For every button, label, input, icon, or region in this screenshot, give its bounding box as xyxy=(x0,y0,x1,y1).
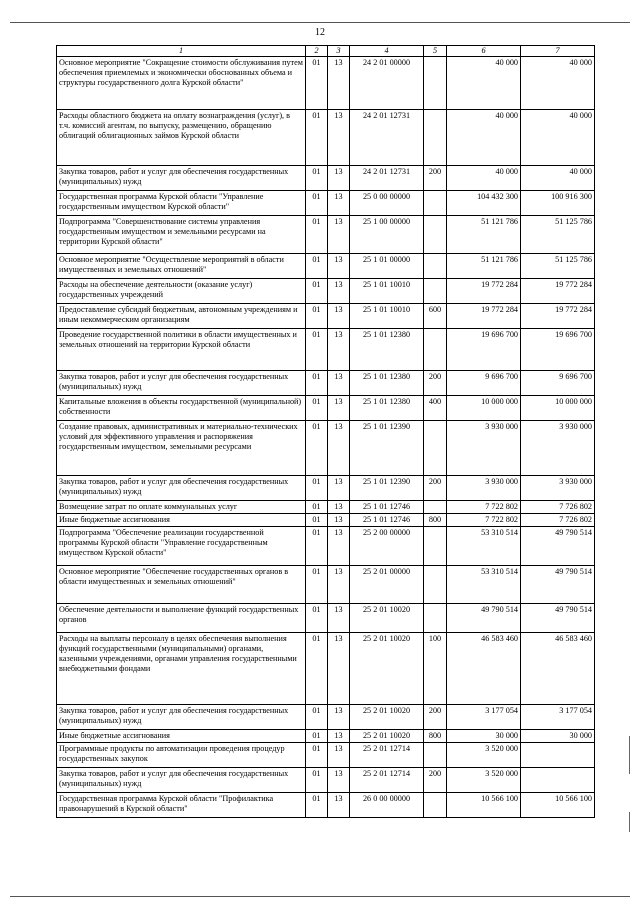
row-section: 01 xyxy=(306,768,328,793)
row-amount-year-1: 40 000 xyxy=(447,166,521,191)
bottom-rule xyxy=(10,896,630,897)
row-amount-year-1: 19 772 284 xyxy=(447,304,521,329)
row-amount-year-1: 7 722 802 xyxy=(447,501,521,514)
row-expense-type: 400 xyxy=(424,396,447,421)
row-amount-year-1: 3 520 000 xyxy=(447,743,521,768)
column-number: 3 xyxy=(328,46,350,57)
row-amount-year-2: 19 772 284 xyxy=(521,279,595,304)
row-target-article: 25 1 01 12390 xyxy=(350,421,424,476)
table-row xyxy=(57,476,595,501)
row-target-article: 25 2 01 12714 xyxy=(350,743,424,768)
row-section: 01 xyxy=(306,730,328,743)
row-name: Программные продукты по автоматизации проведения процедур государственных закупок xyxy=(57,743,306,768)
table-row xyxy=(57,396,595,421)
row-amount-year-1: 9 696 700 xyxy=(447,371,521,396)
row-name: Расходы областного бюджета на оплату вознаграждения (услуг), в т.ч. комиссий агентам, по выпуску, размещению, обращению облигаций облигационных займов Курской области xyxy=(57,110,306,166)
row-expense-type xyxy=(424,279,447,304)
row-amount-year-2: 10 000 000 xyxy=(521,396,595,421)
row-amount-year-2: 3 930 000 xyxy=(521,476,595,501)
row-name: Государственная программа Курской области "Управление государственным имуществом Курской области" xyxy=(57,191,306,216)
row-name: Иные бюджетные ассигнования xyxy=(57,514,306,527)
row-target-article: 25 1 01 12746 xyxy=(350,514,424,527)
row-subsection: 13 xyxy=(328,110,350,166)
row-expense-type xyxy=(424,421,447,476)
row-expense-type xyxy=(424,216,447,254)
row-amount-year-1: 46 583 460 xyxy=(447,633,521,705)
row-amount-year-1: 53 310 514 xyxy=(447,527,521,566)
row-subsection: 13 xyxy=(328,254,350,279)
table-row xyxy=(57,166,595,191)
row-name: Возмещение затрат по оплате коммунальных услуг xyxy=(57,501,306,514)
row-subsection: 13 xyxy=(328,793,350,818)
table-row xyxy=(57,705,595,730)
row-section: 01 xyxy=(306,633,328,705)
table-row xyxy=(57,514,595,527)
row-expense-type xyxy=(424,566,447,604)
table-row xyxy=(57,371,595,396)
table-row xyxy=(57,110,595,166)
row-section: 01 xyxy=(306,166,328,191)
row-section: 01 xyxy=(306,566,328,604)
table-row xyxy=(57,329,595,371)
row-section: 01 xyxy=(306,476,328,501)
row-amount-year-2: 100 916 300 xyxy=(521,191,595,216)
row-amount-year-1: 3 520 000 xyxy=(447,768,521,793)
row-target-article: 25 1 01 12390 xyxy=(350,476,424,501)
row-expense-type xyxy=(424,254,447,279)
row-amount-year-2: 46 583 460 xyxy=(521,633,595,705)
row-amount-year-2: 40 000 xyxy=(521,110,595,166)
column-number: 6 xyxy=(447,46,521,57)
row-amount-year-1: 51 121 786 xyxy=(447,254,521,279)
row-expense-type: 200 xyxy=(424,768,447,793)
row-target-article: 25 1 01 12746 xyxy=(350,501,424,514)
row-amount-year-1: 3 930 000 xyxy=(447,421,521,476)
row-name: Подпрограмма "Обеспечение реализации государственной программы Курской области "Управление государственным имуществом Курской области" xyxy=(57,527,306,566)
row-subsection: 13 xyxy=(328,743,350,768)
row-amount-year-2: 19 696 700 xyxy=(521,329,595,371)
row-subsection: 13 xyxy=(328,57,350,110)
row-section: 01 xyxy=(306,527,328,566)
row-amount-year-1: 49 790 514 xyxy=(447,604,521,633)
row-expense-type xyxy=(424,527,447,566)
table-row xyxy=(57,421,595,476)
column-number: 4 xyxy=(350,46,424,57)
row-section: 01 xyxy=(306,705,328,730)
row-expense-type xyxy=(424,793,447,818)
row-name: Проведение государственной политики в области имущественных и земельных отношений на территории Курской области xyxy=(57,329,306,371)
row-target-article: 25 2 01 12714 xyxy=(350,768,424,793)
table-row xyxy=(57,57,595,110)
row-amount-year-1: 40 000 xyxy=(447,57,521,110)
table-row xyxy=(57,730,595,743)
row-subsection: 13 xyxy=(328,730,350,743)
row-subsection: 13 xyxy=(328,396,350,421)
row-expense-type: 200 xyxy=(424,705,447,730)
row-amount-year-1: 10 000 000 xyxy=(447,396,521,421)
row-amount-year-1: 51 121 786 xyxy=(447,216,521,254)
row-name: Расходы на выплаты персоналу в целях обеспечения выполнения функций государственными (муниципальными) органами, казенными учреждениями, органами управления государственными внебюджетными фондами xyxy=(57,633,306,705)
row-subsection: 13 xyxy=(328,421,350,476)
row-target-article: 25 1 01 12380 xyxy=(350,371,424,396)
table-row xyxy=(57,501,595,514)
row-amount-year-1: 7 722 802 xyxy=(447,514,521,527)
row-amount-year-1: 3 177 054 xyxy=(447,705,521,730)
row-amount-year-2: 19 772 284 xyxy=(521,304,595,329)
row-section: 01 xyxy=(306,216,328,254)
row-section: 01 xyxy=(306,279,328,304)
row-amount-year-1: 3 930 000 xyxy=(447,476,521,501)
row-amount-year-2: 49 790 514 xyxy=(521,527,595,566)
row-expense-type: 800 xyxy=(424,730,447,743)
row-amount-year-1: 19 772 284 xyxy=(447,279,521,304)
row-target-article: 26 0 00 00000 xyxy=(350,793,424,818)
row-section: 01 xyxy=(306,110,328,166)
row-expense-type xyxy=(424,191,447,216)
row-section: 01 xyxy=(306,421,328,476)
row-target-article: 25 1 01 00000 xyxy=(350,254,424,279)
row-amount-year-2: 51 125 786 xyxy=(521,216,595,254)
row-target-article: 25 1 01 10010 xyxy=(350,279,424,304)
row-subsection: 13 xyxy=(328,527,350,566)
row-expense-type xyxy=(424,743,447,768)
row-expense-type: 200 xyxy=(424,476,447,501)
row-section: 01 xyxy=(306,604,328,633)
row-section: 01 xyxy=(306,743,328,768)
page-number: 12 xyxy=(315,27,325,38)
table-row xyxy=(57,768,595,793)
column-number-row xyxy=(57,46,595,57)
table-row xyxy=(57,191,595,216)
row-subsection: 13 xyxy=(328,476,350,501)
row-expense-type xyxy=(424,501,447,514)
table-row xyxy=(57,633,595,705)
row-name: Государственная программа Курской области "Профилактика правонарушений в Курской области" xyxy=(57,793,306,818)
row-amount-year-1: 53 310 514 xyxy=(447,566,521,604)
row-subsection: 13 xyxy=(328,166,350,191)
column-number: 7 xyxy=(521,46,595,57)
row-subsection: 13 xyxy=(328,329,350,371)
row-section: 01 xyxy=(306,191,328,216)
row-amount-year-2: 40 000 xyxy=(521,57,595,110)
row-target-article: 25 2 01 10020 xyxy=(350,705,424,730)
row-expense-type: 200 xyxy=(424,166,447,191)
row-expense-type: 600 xyxy=(424,304,447,329)
row-amount-year-2: 7 726 802 xyxy=(521,501,595,514)
row-amount-year-2 xyxy=(521,743,595,768)
row-section: 01 xyxy=(306,304,328,329)
row-target-article: 25 2 00 00000 xyxy=(350,527,424,566)
row-target-article: 25 2 01 00000 xyxy=(350,566,424,604)
row-target-article: 25 1 00 00000 xyxy=(350,216,424,254)
row-expense-type: 200 xyxy=(424,371,447,396)
table-row xyxy=(57,604,595,633)
row-name: Закупка товаров, работ и услуг для обеспечения государственных (муниципальных) нужд xyxy=(57,705,306,730)
row-amount-year-2: 49 790 514 xyxy=(521,604,595,633)
table-row xyxy=(57,279,595,304)
row-expense-type: 800 xyxy=(424,514,447,527)
row-name: Закупка товаров, работ и услуг для обеспечения государственных (муниципальных) нужд xyxy=(57,768,306,793)
table-row xyxy=(57,254,595,279)
row-name: Иные бюджетные ассигнования xyxy=(57,730,306,743)
table-row xyxy=(57,743,595,768)
table-row xyxy=(57,566,595,604)
row-subsection: 13 xyxy=(328,216,350,254)
row-name: Предоставление субсидий бюджетным, автономным учреждениям и иным некоммерческим организациям xyxy=(57,304,306,329)
row-subsection: 13 xyxy=(328,514,350,527)
scan-edge-mark xyxy=(629,736,630,774)
row-target-article: 25 2 01 10020 xyxy=(350,604,424,633)
row-subsection: 13 xyxy=(328,633,350,705)
row-section: 01 xyxy=(306,514,328,527)
row-amount-year-1: 40 000 xyxy=(447,110,521,166)
row-amount-year-2: 3 177 054 xyxy=(521,705,595,730)
row-amount-year-2: 3 930 000 xyxy=(521,421,595,476)
row-subsection: 13 xyxy=(328,705,350,730)
top-rule xyxy=(10,22,630,23)
row-name: Капитальные вложения в объекты государственной (муниципальной) собственности xyxy=(57,396,306,421)
row-name: Закупка товаров, работ и услуг для обеспечения государственных (муниципальных) нужд xyxy=(57,476,306,501)
row-expense-type xyxy=(424,329,447,371)
row-expense-type xyxy=(424,110,447,166)
scan-edge-mark xyxy=(629,812,630,832)
table-row xyxy=(57,527,595,566)
row-amount-year-1: 19 696 700 xyxy=(447,329,521,371)
row-target-article: 24 2 01 00000 xyxy=(350,57,424,110)
row-subsection: 13 xyxy=(328,279,350,304)
row-target-article: 25 1 01 12380 xyxy=(350,329,424,371)
row-amount-year-2: 30 000 xyxy=(521,730,595,743)
row-target-article: 24 2 01 12731 xyxy=(350,110,424,166)
row-amount-year-2: 49 790 514 xyxy=(521,566,595,604)
row-name: Основное мероприятие "Обеспечение государственных органов в области имущественных и земельных отношений" xyxy=(57,566,306,604)
row-target-article: 25 1 01 12380 xyxy=(350,396,424,421)
row-section: 01 xyxy=(306,329,328,371)
row-amount-year-2: 40 000 xyxy=(521,166,595,191)
row-target-article: 25 0 00 00000 xyxy=(350,191,424,216)
row-section: 01 xyxy=(306,254,328,279)
row-name: Основное мероприятие "Осуществление мероприятий в области имущественных и земельных отношений" xyxy=(57,254,306,279)
row-subsection: 13 xyxy=(328,191,350,216)
column-number: 5 xyxy=(424,46,447,57)
row-section: 01 xyxy=(306,57,328,110)
row-target-article: 25 2 01 10020 xyxy=(350,730,424,743)
row-subsection: 13 xyxy=(328,566,350,604)
row-subsection: 13 xyxy=(328,768,350,793)
row-amount-year-2: 9 696 700 xyxy=(521,371,595,396)
row-expense-type xyxy=(424,57,447,110)
row-amount-year-1: 10 566 100 xyxy=(447,793,521,818)
row-subsection: 13 xyxy=(328,604,350,633)
row-name: Закупка товаров, работ и услуг для обеспечения государственных (муниципальных) нужд xyxy=(57,166,306,191)
row-name: Создание правовых, административных и материально-технических условий для эффективного управления и распоряжения государственным имуществом, земельными ресурсами xyxy=(57,421,306,476)
row-target-article: 25 1 01 10010 xyxy=(350,304,424,329)
table-row xyxy=(57,304,595,329)
row-expense-type: 100 xyxy=(424,633,447,705)
row-section: 01 xyxy=(306,371,328,396)
row-section: 01 xyxy=(306,501,328,514)
row-name: Основное мероприятие "Сокращение стоимости обслуживания путем обеспечения приемлемых и экономически обоснованных объема и структуры государственного долга Курской области" xyxy=(57,57,306,110)
row-amount-year-1: 104 432 300 xyxy=(447,191,521,216)
row-name: Закупка товаров, работ и услуг для обеспечения государственных (муниципальных) нужд xyxy=(57,371,306,396)
row-subsection: 13 xyxy=(328,371,350,396)
row-amount-year-2: 7 726 802 xyxy=(521,514,595,527)
row-target-article: 24 2 01 12731 xyxy=(350,166,424,191)
column-number: 1 xyxy=(57,46,306,57)
row-subsection: 13 xyxy=(328,304,350,329)
row-name: Подпрограмма "Совершенствование системы управления государственным имуществом и земельными ресурсами на территории Курской области" xyxy=(57,216,306,254)
budget-table xyxy=(56,45,595,818)
table-row xyxy=(57,216,595,254)
row-section: 01 xyxy=(306,793,328,818)
row-name: Обеспечение деятельности и выполнение функций государственных органов xyxy=(57,604,306,633)
row-amount-year-2: 10 566 100 xyxy=(521,793,595,818)
row-expense-type xyxy=(424,604,447,633)
row-target-article: 25 2 01 10020 xyxy=(350,633,424,705)
column-number: 2 xyxy=(306,46,328,57)
row-amount-year-2: 51 125 786 xyxy=(521,254,595,279)
row-amount-year-1: 30 000 xyxy=(447,730,521,743)
row-section: 01 xyxy=(306,396,328,421)
row-amount-year-2 xyxy=(521,768,595,793)
table-row xyxy=(57,793,595,818)
row-name: Расходы на обеспечение деятельности (оказание услуг) государственных учреждений xyxy=(57,279,306,304)
row-subsection: 13 xyxy=(328,501,350,514)
